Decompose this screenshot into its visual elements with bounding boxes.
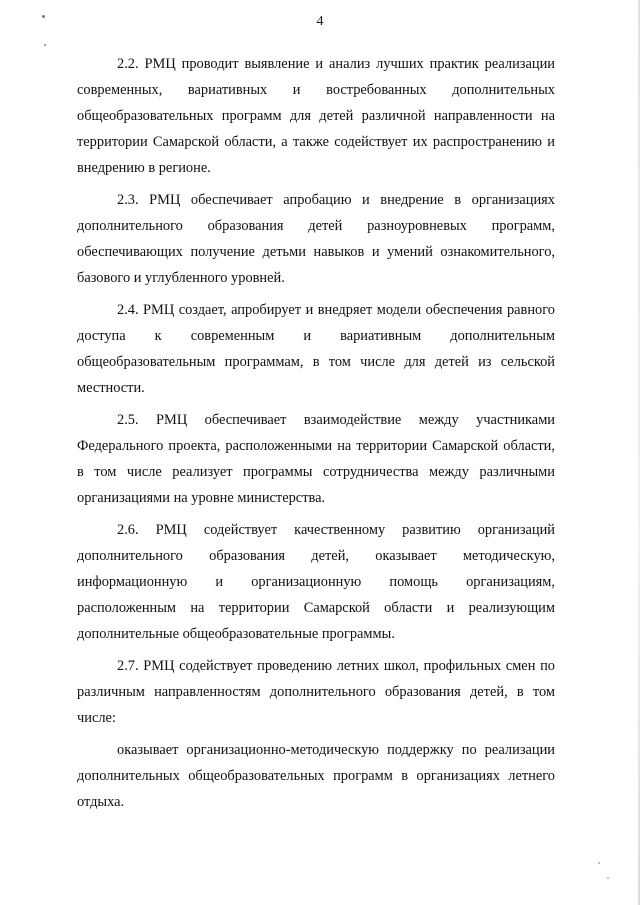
scan-speck	[607, 877, 609, 879]
page-number: 4	[316, 14, 324, 29]
paragraph-2-4: 2.4. РМЦ создает, апробирует и внедряет модели обеспечения равного доступа к современным и вариативным дополнительным общеобразовательным программам, в том числе для детей из сельской местности.	[77, 302, 555, 396]
paragraph-2-7-item: оказывает организационно-методическую поддержку по реализации дополнительных общеобразовательных программ в организациях летнего отдыха.	[77, 742, 555, 810]
paragraph-2-6: 2.6. РМЦ содействует качественному развитию организаций дополнительного образования детей, оказывает методическую, информационную и организационную помощь организациям, расположенным на территории Самарской области и реализующим дополнительные общеобразовательные программы.	[77, 522, 555, 642]
scan-speck	[44, 44, 46, 46]
scan-speck	[42, 15, 45, 18]
scan-speck	[598, 862, 600, 864]
paragraph-2-7: 2.7. РМЦ содействует проведению летних школ, профильных смен по различным направленностям дополнительного образования детей, в том числе:	[77, 658, 555, 726]
paragraph-2-5: 2.5. РМЦ обеспечивает взаимодействие между участниками Федерального проекта, расположенными на территории Самарской области, в том числе реализует программы сотрудничества между различными организациями на уровне министерства.	[77, 412, 555, 506]
document-body	[77, 51, 555, 815]
paragraph-2-3: 2.3. РМЦ обеспечивает апробацию и внедрение в организациях дополнительного образования детей разноуровневых программ, обеспечивающих получение детьми навыков и умений ознакомительного, базового и углубленного уровней.	[77, 192, 555, 286]
paragraph-2-2: 2.2. РМЦ проводит выявление и анализ лучших практик реализации современных, вариативных и востребованных дополнительных общеобразовательных программ для детей различной направленности на территории Самарской области, а также содействует их распространению и внедрению в регионе.	[77, 56, 555, 176]
